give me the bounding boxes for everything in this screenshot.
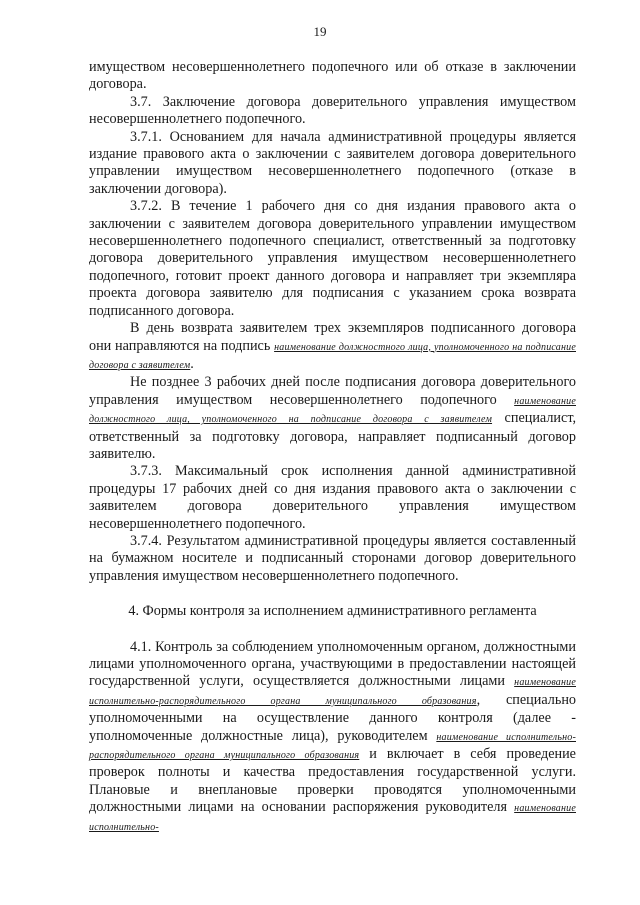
section-3-7-title: 3.7. Заключение договора доверительного управления имуществом несовершеннолетнего подопечного. — [89, 93, 576, 128]
paragraph-continuation: имуществом несовершеннолетнего подопечного или об отказе в заключении договора. — [89, 59, 576, 93]
spacer — [89, 621, 576, 639]
placeholder-note: наименование исполнительно-распорядительного органа муниципального образования — [89, 677, 576, 707]
placeholder-note: наименование исполнительно- — [89, 803, 576, 833]
paragraph-text: В день возврата заявителем трех экземпляров подписанного договора они направляются на подпись — [89, 320, 576, 354]
spacer — [89, 585, 576, 603]
page-number: 19 — [313, 24, 327, 39]
paragraph-text: и включает в себя проведение проверок полноты и качества предоставления государственной услуги. Плановые и внеплановые проверки проводятся уполномоченными должностными лицами на основании распоряжения руководителя — [89, 746, 576, 816]
paragraph-3-7-2: 3.7.2. В течение 1 рабочего дня со дня издания правового акта о заключении с заявителем договора доверительного управлении имуществом несовершеннолетнего подопечного специалист, ответственный за подготовку договора доверительного управления имуществом несовершеннолетнего подопечного, готовит проект данного договора и направляет три экземпляра проекта договора заявителю для подписания с указанием срока возврата подписанного договора. — [89, 198, 576, 319]
placeholder-note: наименование должностного лица, уполномоченного на подписание договора с заявителем — [89, 395, 576, 426]
paragraph-text: . — [190, 355, 194, 372]
paragraph-return-day — [89, 320, 576, 374]
document-body — [89, 59, 576, 836]
paragraph-text: , специально уполномоченными на осуществление данного контроля (далее - уполномоченные должностные лица), руководителем — [89, 691, 577, 744]
paragraph-text: 4.1. Контроль за соблюдением уполномоченным органом, должностными лицами уполномоченного органа, участвующими в предоставлении настоящей государственной услуги, осуществляется должностными лицами — [89, 638, 576, 690]
paragraph-text: Не позднее 3 рабочих дней после подписания договора доверительного управления имуществом несовершеннолетнего подопечного — [89, 374, 576, 408]
placeholder-note: наименование должностного лица, уполномоченного на подписание договора с заявителем — [89, 341, 576, 371]
paragraph-3-7-1: 3.7.1. Основанием для начала административной процедуры является издание правового акта о заключении с заявителем договора доверительного управлении имуществом несовершеннолетнего подопечного (отказе в заключении договора). — [89, 128, 576, 197]
paragraph-3-7-3: 3.7.3. Максимальный срок исполнения данной административной процедуры 17 рабочих дней со дня издания правового акта о заключении с заявителем договора доверительного управления имуществом несовершеннолетнего подопечного. — [89, 463, 576, 532]
paragraph-4-1 — [89, 639, 576, 836]
paragraph-three-days — [89, 374, 576, 463]
section-4-heading: 4. Формы контроля за исполнением административного регламента — [128, 603, 537, 620]
paragraph-text: специалист, ответственный за подготовку договора, направляет подписанный договор заявителю. — [89, 410, 577, 462]
placeholder-note: наименование исполнительно-распорядительного органа муниципального образования — [89, 731, 576, 762]
paragraph-3-7-4: 3.7.4. Результатом административной процедуры является составленный на бумажном носителе и подписанный сторонами договор доверительного управления имуществом несовершеннолетнего подопечного. — [89, 532, 576, 584]
